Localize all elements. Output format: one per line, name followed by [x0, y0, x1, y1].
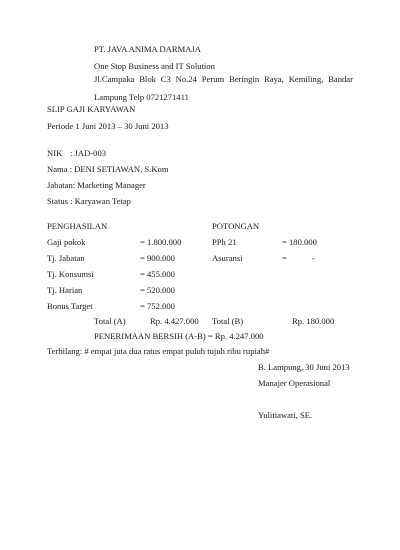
income-row-label: Tj. Harian	[47, 285, 83, 295]
income-row-value: = 900.000	[140, 253, 175, 263]
income-total-label: Total (A)	[94, 316, 126, 326]
income-row-label: Tj. Konsumsi	[47, 269, 94, 279]
slip-title: SLIP GAJI KARYAWAN	[47, 104, 136, 114]
signature-place-date: B. Lampung, 30 Juni 2013	[258, 362, 350, 372]
deduction-total-label: Total (B)	[212, 316, 244, 326]
deduction-row-dash: -	[312, 253, 315, 263]
income-heading: PENGHASILAN	[47, 221, 108, 231]
deduction-row-value: =	[282, 253, 287, 263]
income-total-value: Rp. 4.427.000	[150, 316, 199, 326]
deduction-heading: POTONGAN	[212, 221, 260, 231]
deduction-row-value: = 180.000	[282, 237, 317, 247]
amount-in-words: Terbilang: # empat juta dua ratus empat puluh tujuh ribu rupiah#	[47, 346, 270, 356]
company-address: Jl.Campaka Blok C3 No.24 Perum Beringin Raya, Kemiling, Bandar Lampung Telp 0721271411	[94, 74, 353, 102]
signature-name: Yulitiawati, SE.	[258, 410, 313, 420]
company-tagline: One Stop Business and IT Solution	[94, 61, 215, 71]
employee-name: Nama : DENI SETIAWAN, S.Kom	[47, 164, 169, 174]
income-row-label: Gaji pokok	[47, 237, 86, 247]
income-row-label: Tj. Jabatan	[47, 253, 85, 263]
employee-status: Status : Karyawan Tetap	[47, 196, 131, 206]
deduction-row-label: PPh 21	[212, 237, 237, 247]
company-name: PT. JAVA ANIMA DARMAJA	[94, 44, 201, 54]
income-row-label: Bonus Target	[47, 301, 93, 311]
employee-nik-label: NIK	[47, 148, 63, 158]
income-row-value: = 1.800.000	[140, 237, 182, 247]
income-row-value: = 752.000	[140, 301, 175, 311]
employee-nik-value: : JAD-003	[70, 148, 107, 158]
income-row-value: = 520.000	[140, 285, 175, 295]
net-income: PENERIMAAN BERSIH (A-B) = Rp. 4.247.000	[94, 331, 264, 341]
deduction-total-value: Rp. 180.000	[292, 316, 335, 326]
slip-period: Periode 1 Juni 2013 – 30 Juni 2013	[47, 121, 169, 131]
employee-position: Jabatan: Marketing Manager	[47, 180, 146, 190]
deduction-row-label: Asuransi	[212, 253, 243, 263]
income-row-value: = 455.000	[140, 269, 175, 279]
signature-role: Manajer Operasional	[258, 378, 331, 388]
